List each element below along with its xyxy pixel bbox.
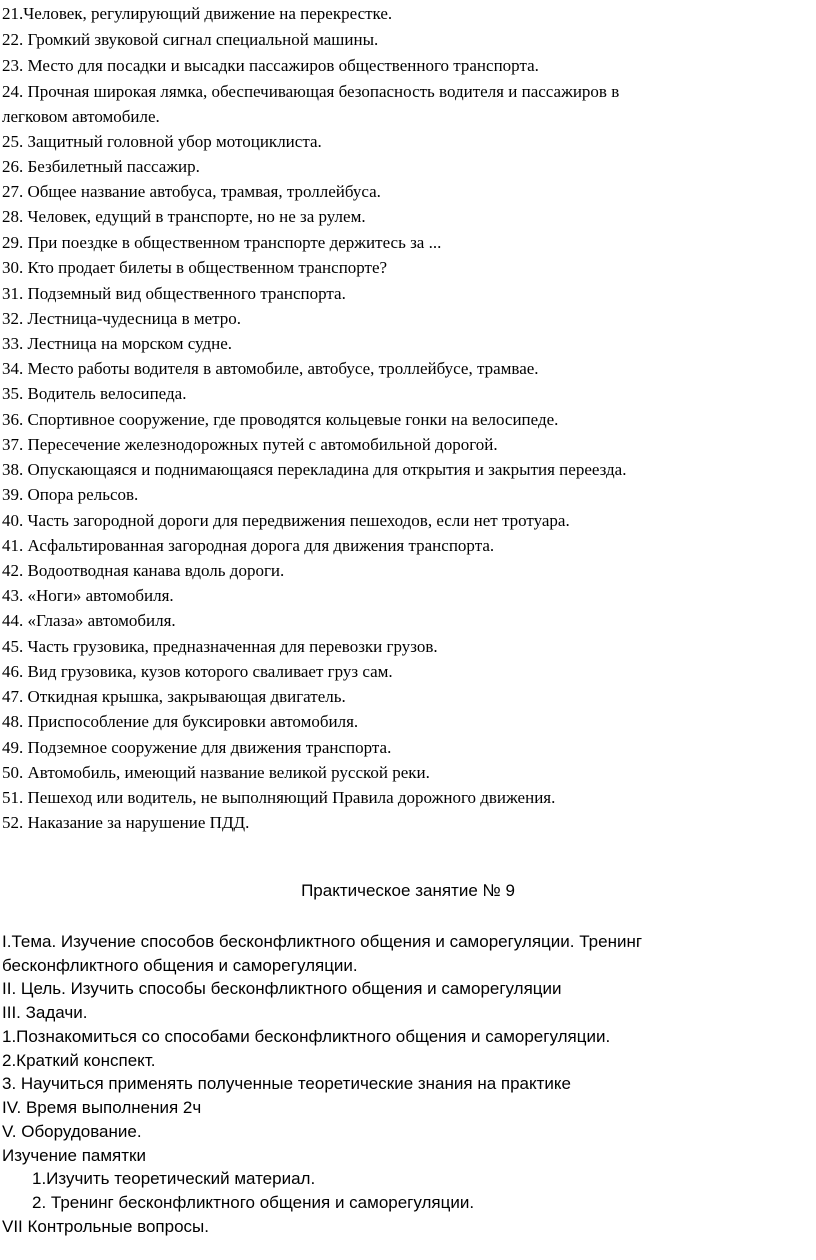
question-52: 52. Наказание за нарушение ПДД. xyxy=(2,813,250,832)
question-31: 31. Подземный вид общественного транспорта. xyxy=(2,284,346,303)
lesson-goal: II. Цель. Изучить способы бесконфликтного общения и саморегуляции xyxy=(2,979,562,998)
lesson-topic: I.Тема. Изучение способов бесконфликтного общения и саморегуляции. Тренинг xyxy=(2,932,643,951)
question-49: 49. Подземное сооружение для движения транспорта. xyxy=(2,738,392,757)
question-48: 48. Приспособление для буксировки автомобиля. xyxy=(2,712,359,731)
question-41: 41. Асфальтированная загородная дорога для движения транспорта. xyxy=(2,536,495,555)
lesson-memo-item-1: 1.Изучить теоретический материал. xyxy=(32,1169,316,1188)
question-21: 21.Человек, регулирующий движение на перекрестке. xyxy=(2,4,393,23)
question-23: 23. Место для посадки и высадки пассажиров общественного транспорта. xyxy=(2,56,539,75)
lesson-task-2: 2.Краткий конспект. xyxy=(2,1051,156,1070)
question-29: 29. При поездке в общественном транспорте держитесь за ... xyxy=(2,233,442,252)
question-30: 30. Кто продает билеты в общественном транспорте? xyxy=(2,258,388,277)
lesson-memo-heading: Изучение памятки xyxy=(2,1146,146,1165)
question-37: 37. Пересечение железнодорожных путей с автомобильной дорогой. xyxy=(2,435,498,454)
question-38: 38. Опускающаяся и поднимающаяся перекладина для открытия и закрытия переезда. xyxy=(2,460,627,479)
question-47: 47. Откидная крышка, закрывающая двигатель. xyxy=(2,687,346,706)
question-50: 50. Автомобиль, имеющий название великой русской реки. xyxy=(2,763,430,782)
question-24-continued: легковом автомобиле. xyxy=(2,107,160,126)
lesson-title: Практическое занятие № 9 xyxy=(301,881,515,900)
question-28: 28. Человек, едущий в транспорте, но не за рулем. xyxy=(2,207,366,226)
question-36: 36. Спортивное сооружение, где проводятся кольцевые гонки на велосипеде. xyxy=(2,410,559,429)
question-35: 35. Водитель велосипеда. xyxy=(2,384,187,403)
question-45: 45. Часть грузовика, предназначенная для перевозки грузов. xyxy=(2,637,438,656)
question-44: 44. «Глаза» автомобиля. xyxy=(2,611,176,630)
question-32: 32. Лестница-чудесница в метро. xyxy=(2,309,242,328)
question-33: 33. Лестница на морском судне. xyxy=(2,334,233,353)
question-25: 25. Защитный головной убор мотоциклиста. xyxy=(2,132,322,151)
lesson-topic-continued: бесконфликтного общения и саморегуляции. xyxy=(2,956,358,975)
question-34: 34. Место работы водителя в автомобиле, автобусе, троллейбусе, трамвае. xyxy=(2,359,539,378)
lesson-duration: IV. Время выполнения 2ч xyxy=(2,1098,202,1117)
lesson-control-questions: VII Контрольные вопросы. xyxy=(2,1217,209,1236)
question-43: 43. «Ноги» автомобиля. xyxy=(2,586,174,605)
lesson-equipment: V. Оборудование. xyxy=(2,1122,142,1141)
question-40: 40. Часть загородной дороги для передвижения пешеходов, если нет тротуара. xyxy=(2,511,570,530)
question-46: 46. Вид грузовика, кузов которого сваливает груз сам. xyxy=(2,662,393,681)
lesson-memo-item-2: 2. Тренинг бесконфликтного общения и саморегуляции. xyxy=(32,1193,475,1212)
question-24: 24. Прочная широкая лямка, обеспечивающая безопасность водителя и пассажиров в xyxy=(2,82,620,101)
question-51: 51. Пешеход или водитель, не выполняющий Правила дорожного движения. xyxy=(2,788,556,807)
lesson-task-1: 1.Познакомиться со способами бесконфликтного общения и саморегуляции. xyxy=(2,1027,611,1046)
lesson-tasks-heading: III. Задачи. xyxy=(2,1003,88,1022)
question-22: 22. Громкий звуковой сигнал специальной машины. xyxy=(2,30,379,49)
question-39: 39. Опора рельсов. xyxy=(2,485,139,504)
question-26: 26. Безбилетный пассажир. xyxy=(2,157,200,176)
question-42: 42. Водоотводная канава вдоль дороги. xyxy=(2,561,285,580)
lesson-task-3: 3. Научиться применять полученные теоретические знания на практике xyxy=(2,1074,571,1093)
question-27: 27. Общее название автобуса, трамвая, троллейбуса. xyxy=(2,182,381,201)
